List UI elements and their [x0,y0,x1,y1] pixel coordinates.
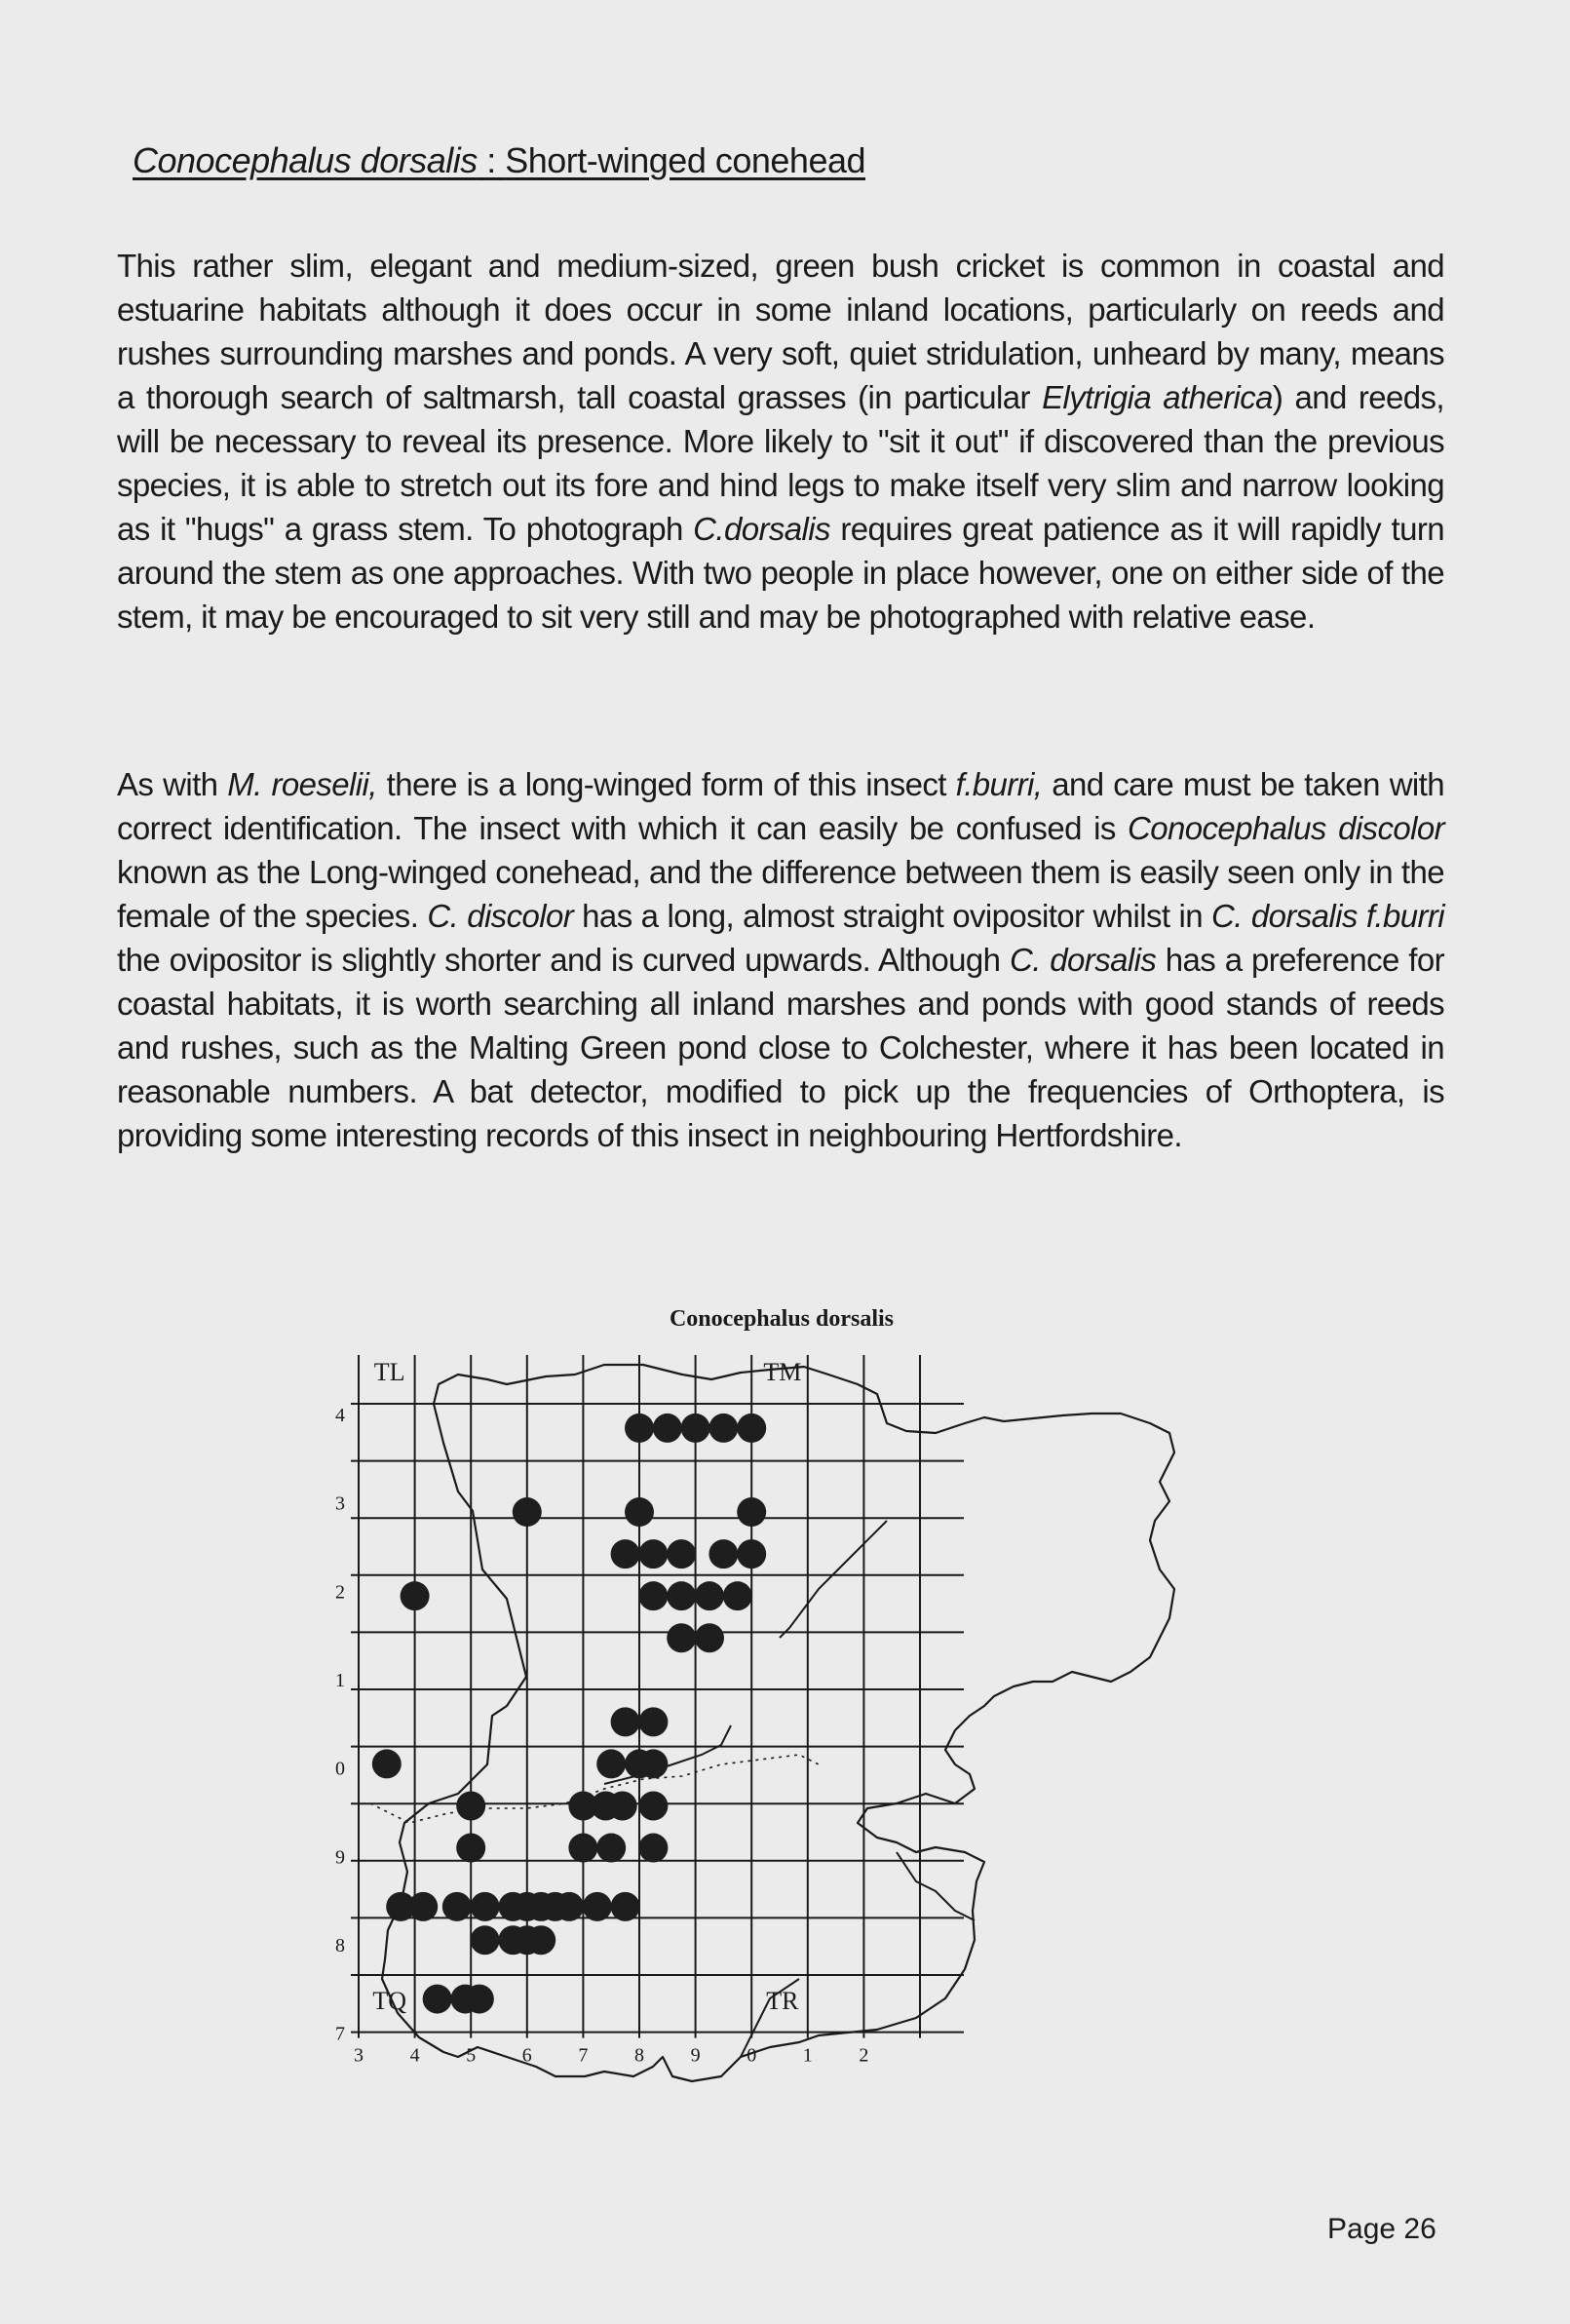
x-axis-label: 6 [521,2044,532,2067]
square-label-tl: TL [373,1358,405,1386]
record-dot [638,1791,668,1820]
record-dot [372,1749,402,1778]
record-dot [611,1539,640,1569]
record-dot [401,1581,430,1610]
record-dot [737,1539,766,1569]
record-dot [471,1892,500,1921]
map-title: Conocephalus dorsalis [669,1306,895,1332]
paragraph-description [117,244,1444,639]
y-axis-label: 8 [335,1934,345,1956]
coastline [370,1365,1174,2081]
x-axis-label: 3 [354,2044,364,2067]
paragraph-1-run: C.dorsalis [693,511,830,547]
square-label-tm: TM [763,1358,802,1386]
record-dot [638,1539,668,1569]
paragraph-1-run: This rather slim, elegant and medium-sized, green bush cricket is common in coastal and estuarine habitats although it does occur in some inland locations, particularly on reeds and rushes surrounding marshes and ponds. A very soft, quiet stridulation, unheard by many, means a thorough search of saltmarsh, tall coastal grasses (in particular [117,248,1444,415]
square-label-tq: TQ [372,1987,407,2016]
heading-separator: : [477,140,506,180]
record-dot [583,1892,612,1921]
square-label-tr: TR [766,1987,799,2016]
record-dot [638,1581,668,1610]
paragraph-2-run: As with [117,766,228,802]
y-axis-label: 9 [335,1846,345,1869]
paragraph-2-run: C. dorsalis [1009,942,1157,978]
record-dot [667,1581,696,1610]
record-dot [667,1623,696,1652]
x-axis-label: 1 [802,2044,813,2067]
record-dot [723,1581,752,1610]
paragraph-2-run: f.burri, [955,766,1043,802]
record-dot [608,1791,637,1820]
paragraph-1-run: requires great patience as it will rapidly turn around the stem as one approaches. With two people in place however, one on either side of the stem, it may be encouraged to sit very still and may be photographed with relative ease. [117,511,1444,635]
paragraph-2-run: the ovipositor is slightly shorter and is curved upwards. Although [117,942,1010,978]
record-dot [695,1581,724,1610]
record-dot [408,1892,438,1921]
paragraph-identification [117,762,1444,1157]
species-scientific-name: Conocephalus dorsalis [133,140,478,180]
y-axis-label: 4 [335,1405,345,1426]
record-dot [737,1414,766,1443]
record-dot [471,1925,500,1955]
record-dot [638,1749,668,1778]
record-dot [423,1985,452,2014]
record-dot [737,1497,766,1527]
paragraph-2-run: known as the Long-winged conehead, and the difference between them is easily seen only in the female of the species. [117,854,1444,934]
distribution-map [312,1297,1238,2096]
record-dot [596,1749,626,1778]
record-dot [513,1497,542,1527]
record-dot [625,1497,654,1527]
record-dot [465,1985,494,2014]
paragraph-2-run: has a long, almost straight ovipositor whilst in [573,898,1212,934]
species-common-name: Short-winged conehead [505,140,866,180]
y-axis-label: 1 [335,1669,345,1691]
map-grid [351,1355,964,2038]
record-dot [681,1414,710,1443]
record-dot [611,1892,640,1921]
paragraph-2-run: C. dorsalis f.burri [1211,898,1444,934]
x-axis-label: 2 [859,2044,869,2067]
y-axis-label: 2 [335,1581,345,1604]
record-dot [708,1414,738,1443]
record-dots [372,1414,766,2014]
record-dot [596,1834,626,1863]
distribution-map-svg [312,1297,1238,2096]
record-dot [456,1791,485,1820]
page-number: Page 26 [1327,2213,1436,2245]
paragraph-2-run: M. roeselii, [227,766,377,802]
record-dot [695,1623,724,1652]
record-dot [653,1414,682,1443]
paragraph-2-run: C. discolor [427,898,574,934]
paragraph-2-run: Conocephalus discolor [1128,810,1444,846]
record-dot [456,1834,485,1863]
y-axis-label: 3 [335,1492,345,1515]
paragraph-1-text [117,244,1444,639]
record-dot [667,1539,696,1569]
record-dot [568,1834,597,1863]
y-axis-label: 0 [335,1758,345,1780]
x-axis-label: 0 [747,2044,757,2067]
record-dot [611,1707,640,1736]
x-axis-label: 9 [690,2044,701,2067]
y-axis-label: 7 [335,2023,345,2045]
paragraph-1-run: ) and reeds, will be necessary to reveal its presence. More likely to "sit it out" if discovered than the previous species, it is able to stretch out its fore and hind legs to make itself very slim and narrow looking as it "hugs" a grass stem. To photograph [117,379,1445,547]
x-axis-label: 4 [409,2044,420,2067]
species-heading [133,139,865,182]
record-dot [526,1925,555,1955]
x-axis-label: 5 [466,2044,477,2067]
paragraph-2-run: has a preference for coastal habitats, it is worth searching all inland marshes and ponds with good stands of reeds and rushes, such as the Malting Green pond close to Colchester, where it has been located in reasonable numbers. A bat detector, modified to pick up the frequencies of Orthoptera, is providing some interesting records of this insect in neighbouring Hertfordshire. [117,942,1444,1153]
paragraph-1-run: Elytrigia atherica [1042,379,1273,415]
record-dot [555,1892,584,1921]
paragraph-2-run: there is a long-winged form of this insect [376,766,956,802]
record-dot [638,1707,668,1736]
paragraph-2-text [117,762,1444,1157]
paragraph-2-run: and care must be taken with correct identification. The insect with which it can easily be confused is [117,766,1444,846]
record-dot [638,1834,668,1863]
record-dot [625,1414,654,1443]
x-axis-label: 8 [634,2044,644,2067]
x-axis-label: 7 [578,2044,589,2067]
record-dot [442,1892,472,1921]
record-dot [708,1539,738,1569]
